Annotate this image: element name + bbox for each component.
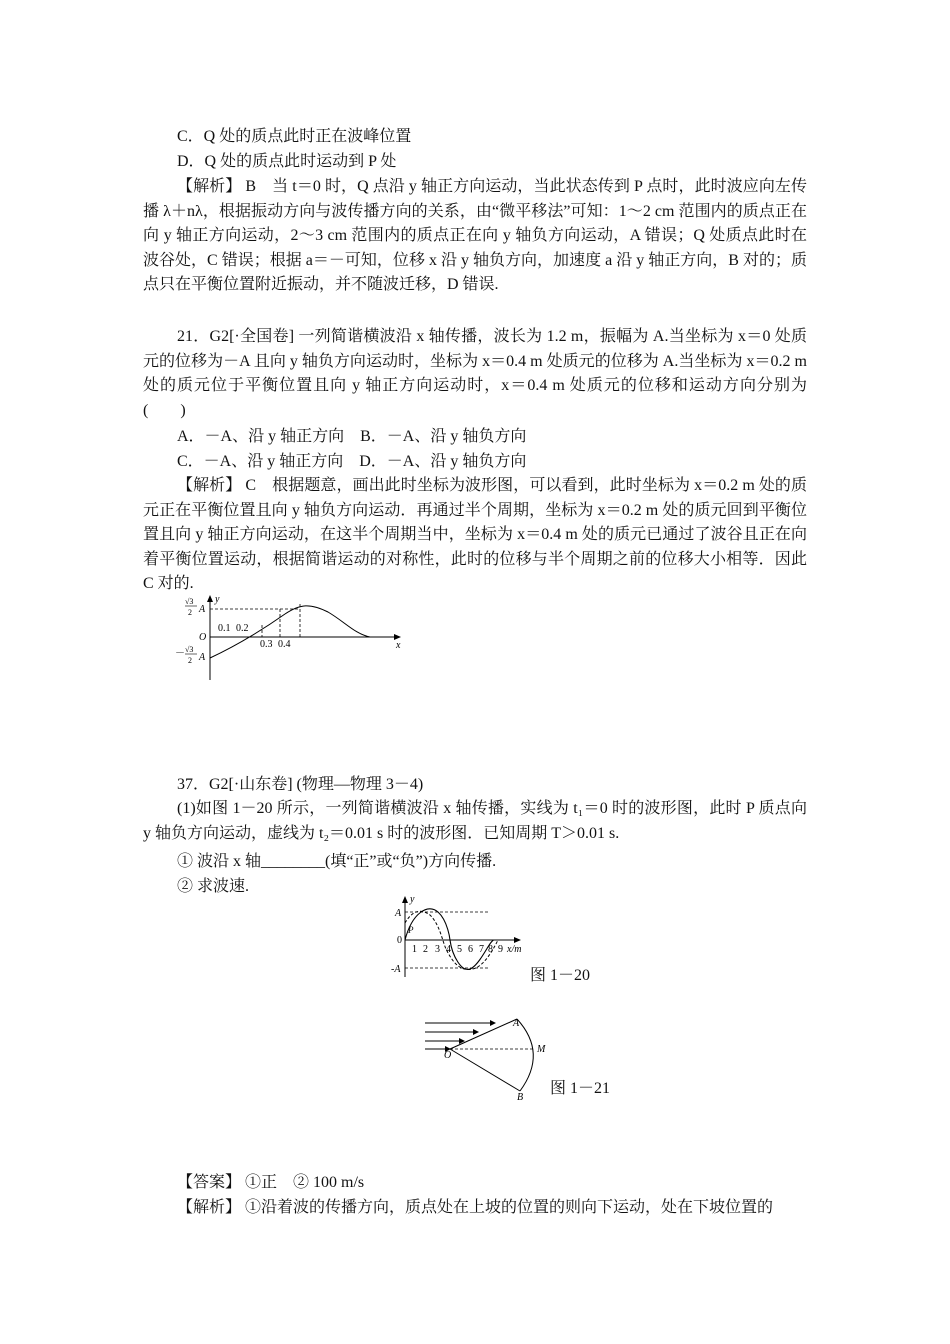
fig20-neg-a-label: -A <box>391 964 401 975</box>
fig20-tick-1: 1 <box>412 944 417 955</box>
arc-amb <box>517 1019 533 1091</box>
fig20-tick-2: 2 <box>423 944 428 955</box>
option-c: C．Q 处的质点此时正在波峰位置 <box>177 128 412 145</box>
neg-fraction-den: 2 <box>188 656 192 665</box>
pos-fraction-den: 2 <box>188 608 192 617</box>
option-d: D．Q 处的质点此时运动到 P 处 <box>177 153 397 170</box>
figure-1-21-caption: 图 1－21 <box>550 1080 611 1097</box>
fig20-solid-wave <box>405 909 494 970</box>
fig21-m-label: M <box>537 1044 546 1055</box>
fig20-zero-label: 0 <box>397 935 402 946</box>
question-37-analysis: 【解析】 ①沿着波的传播方向，质点处在上坡的位置的则向下运动，处在下坡位置的 <box>177 1199 774 1216</box>
question-21-options-cd: C．－A、沿 y 轴正方向 D．－A、沿 y 轴负方向 <box>177 453 527 470</box>
question-37-title: 37．G2[·山东卷] (物理—物理 3－4) <box>177 776 424 793</box>
fig20-x-arrow <box>514 937 521 943</box>
fig20-tick-3: 3 <box>435 944 440 955</box>
question-21-options-ab: A．－A、沿 y 轴正方向 B．－A、沿 y 轴负方向 <box>177 428 527 445</box>
figure-1-21 <box>420 1018 560 1103</box>
fig20-tick-8: 8 <box>488 944 493 955</box>
question-37-sub2: ② 求波速. <box>177 878 250 895</box>
fig20-tick-6: 6 <box>468 944 473 955</box>
analysis-paragraph: 【解析】 B 当 t＝0 时，Q 点沿 y 轴正方向运动，当此状态传到 P 点时，此时波应向左传播 λ＋nλ，根据振动方向与波传播方向的关系，由“微平移法”可知：1～2 cm 范围内的质点正在向 y 轴正方向运动，2～3 cm 范围内的质点正在向 y 轴负方向运动，A 错误；Q 处质点此时在波谷处，C 错误；根据 a＝－可知，位移 x 沿 y 轴负方向，加速度 a 沿 y 轴正方向，B 对的；质点只在平衡位置附近振动，并不随波迁移，D 错误. <box>143 178 807 293</box>
fig21-a-label: A <box>513 1018 520 1029</box>
question-37-part1: (1)如图 1－20 所示，一列简谐横波沿 x 轴传播，实线为 t₁＝0 时的波形图，此时 P 质点向 y 轴负方向运动，虚线为 t₂＝0.01 s 时的波形图．已知周期 T＞0.01 s. <box>143 800 807 842</box>
y-label: y <box>215 594 220 605</box>
question-21-wave-figure <box>170 592 410 682</box>
fig20-y-arrow <box>402 896 408 903</box>
y-axis-arrow <box>207 595 213 602</box>
fig20-tick-4: 4 <box>446 944 451 955</box>
question-37-sub1: ① 波沿 x 轴________(填“正”或“负”)方向传播. <box>177 853 497 870</box>
tick-label-04: 0.4 <box>278 639 291 650</box>
fig21-b-label: B <box>517 1092 524 1103</box>
pos-fraction-num: √3 <box>185 597 194 606</box>
fig20-tick-7: 7 <box>479 944 484 955</box>
radius-ob <box>450 1049 520 1091</box>
fig20-x-label: x/m <box>507 944 522 955</box>
fig20-p-label: P <box>408 925 414 935</box>
pos-a-label: A <box>199 604 206 615</box>
question-21-stem: 21．G2[·全国卷] 一列简谐横波沿 x 轴传播，波长为 1.2 m，振幅为 A.当坐标为 x＝0 处质元的位移为－A 且向 y 轴负方向运动时，坐标为 x＝0.4 m 处质元的位移为 A.当坐标为 x＝0.2 m 处的质元位于平衡位置且向 y 轴正方向运动时，x＝0.4 m 处质元的位移和运动方向分别为( ) <box>143 328 807 419</box>
origin-label: O <box>199 632 207 643</box>
tick-label-03: 0.3 <box>260 639 273 650</box>
tick-label-01: 0.1 <box>218 623 231 634</box>
tick-label-02: 0.2 <box>236 623 249 634</box>
neg-sign-label: － <box>175 648 185 659</box>
figure-1-20-caption: 图 1－20 <box>530 967 591 984</box>
question-37-answer: 【答案】 ①正 ② 100 m/s <box>177 1174 365 1191</box>
fig20-y-label: y <box>410 894 415 905</box>
fig20-tick-9: 9 <box>498 944 503 955</box>
neg-a-label: A <box>199 652 206 663</box>
neg-fraction-num: √3 <box>185 645 194 654</box>
fig20-tick-5: 5 <box>457 944 462 955</box>
question-21-analysis: 【解析】 C 根据题意，画出此时坐标为波形图，可以看到，此时坐标为 x＝0.2 m 处的质元正在平衡位置且向 y 轴负方向运动．再通过半个周期，坐标为 x＝0.2 m 处的质元回到平衡位置且向 y 轴正方向运动，在这半个周期当中，坐标为 x＝0.4 m 处的质元已通过了波谷且正在向着平衡位置运动，根据简谐运动的对称性，此时的位移与半个周期之前的位移大小相等．因此 C 对的. <box>143 477 807 592</box>
fig21-o-label: O <box>444 1050 452 1061</box>
fig20-a-label: A <box>395 908 402 919</box>
figure-1-20 <box>390 893 540 978</box>
x-label: x <box>396 640 401 651</box>
